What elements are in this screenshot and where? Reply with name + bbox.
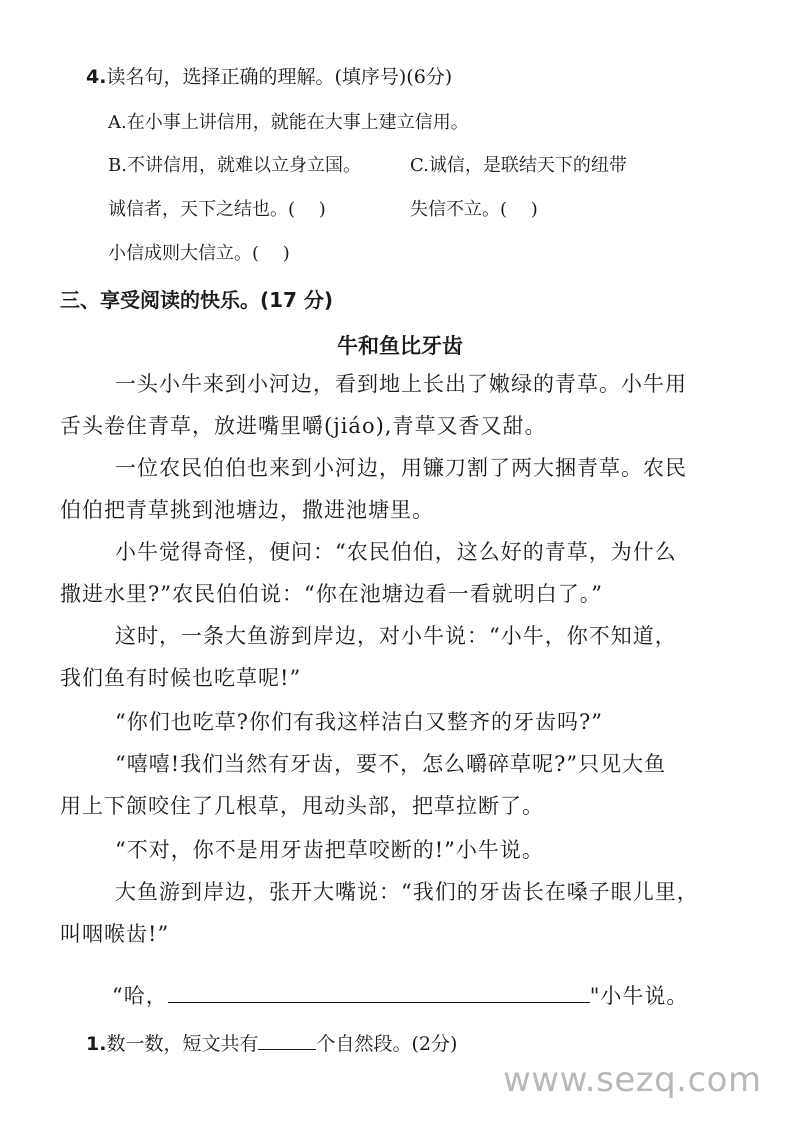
story-line: 伯伯把青草挑到池塘边，撒进池塘里。 [60,498,434,522]
final-suffix: "小牛说。 [589,984,689,1008]
story-line: 一位农民伯伯也来到小河边，用镰刀割了两大捆青草。农民 [115,456,687,480]
question-prefix: 数一数，短文共有 [106,1033,259,1055]
story-title: 牛和鱼比牙齿 [337,334,463,358]
story-line: 舌头卷住青草，放进嘴里嚼(jiáo),青草又香又甜。 [60,414,547,438]
final-answer-line [112,980,688,1010]
story-line: “不对，你不是用牙齿把草咬断的!”小牛说。 [115,838,544,862]
question-1 [86,1029,457,1056]
question-suffix: 个自然段。(2分) [316,1033,458,1055]
story-line: 撒进水里?”农民伯伯说：“你在池塘边看一看就明白了。” [60,582,603,606]
story-line: 一头小牛来到小河边，看到地上长出了嫩绿的青草。小牛用 [115,372,687,396]
section-heading: 三、享受阅读的快乐。(17 分) [60,288,334,312]
paragraph-count-blank[interactable] [258,1049,316,1050]
option-a: A.在小事上讲信用，就能在大事上建立信用。 [108,112,469,133]
option-c: C.诚信，是联结天下的纽带 [410,155,627,176]
story-line: 小牛觉得奇怪，便问：“农民伯伯，这么好的青草，为什么 [115,540,677,564]
question-4 [86,62,452,89]
story-line: 这时，一条大鱼游到岸边，对小牛说：“小牛，你不知道， [115,624,677,648]
answer-blank[interactable] [168,1002,590,1003]
story-line: 用上下颌咬住了几根草，甩动头部，把草拉断了。 [60,794,544,818]
story-line: “嘻嘻!我们当然有牙齿，要不，怎么嚼碎草呢?”只见大鱼 [115,752,667,776]
story-line: 叫咽喉齿!” [60,922,170,946]
story-line: 大鱼游到岸边，张开大嘴说：“我们的牙齿长在嗓子眼儿里， [115,880,699,904]
question-number: 4. [86,66,107,88]
quote-2-answer[interactable]: 失信不立。( ) [410,199,538,220]
story-line: 我们鱼有时候也吃草呢!” [60,666,302,690]
story-line: “你们也吃草?你们有我这样洁白又整齐的牙齿吗?” [115,710,603,734]
question-number: 1. [86,1033,107,1055]
option-b: B.不讲信用，就难以立身立国。 [108,155,361,176]
quote-1-answer[interactable]: 诚信者，天下之结也。( ) [108,199,326,220]
quote-3-answer[interactable]: 小信成则大信立。( ) [108,243,290,264]
watermark: www.sezq.com [503,1060,762,1100]
final-prefix: “哈， [112,984,168,1008]
question-prompt: 读名句，选择正确的理解。(填序号)(6分) [106,66,453,88]
